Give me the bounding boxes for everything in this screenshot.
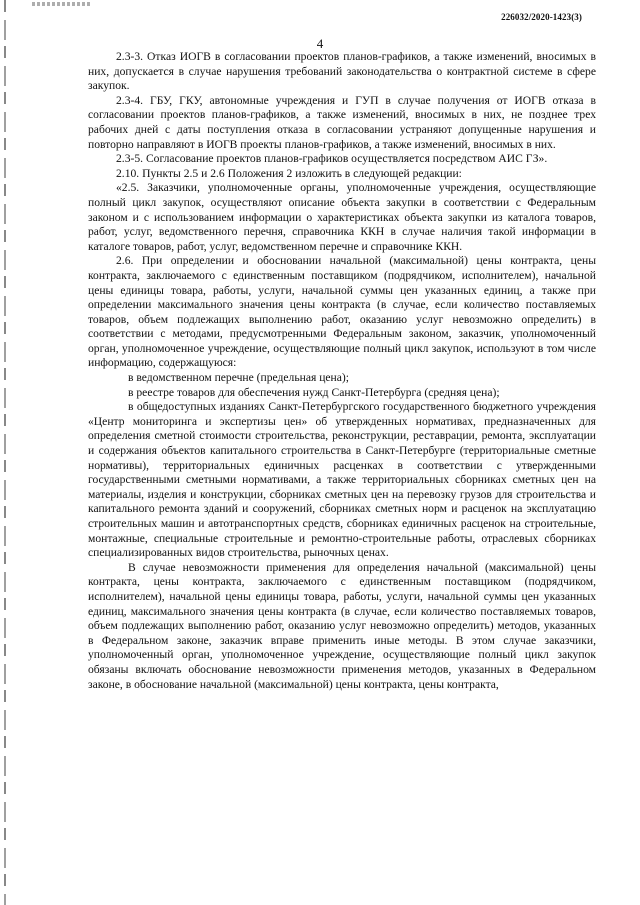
list-item-ministry-list: в ведомственном перечне (предельная цена); — [128, 371, 349, 385]
scan-artifact-left-edge — [4, 0, 6, 905]
document-number: 226032/2020-1423(3) — [501, 12, 582, 22]
list-item-public-publications: в общедоступных изданиях Санкт-Петербургского государственного бюджетного учреждения «Центр мониторинга и экспертизы цен» об утвержденных нормативах, предназначенных для определения сметной стоимости строительства, реконструкции, реставрации, ремонта, эксплуатации и содержания объектов капитального строительства в Санкт-Петербурге (территориальные сметные нормативы), территориальных единичных расценках в соответствии с утвержденными государственными сметными нормативами, а также территориальных сборниках сметных цен на материалы, изделия и конструкции, сборниках сметных цен на перевозку грузов для строительства и капитального ремонта зданий и сооружений, сборниках сметных норм и расценок на эксплуатацию строительных машин и автотранспортных средств, сборниках единичных расценок на строительные, монтажные, специальные строительные и ремонтно-строительные работы, отраслевых сборниках специализированных видов строительства, рыночных ценах. — [88, 400, 596, 560]
paragraph-2-6: 2.6. При определении и обосновании начальной (максимальной) цены контракта, цены контракта, заключаемого с единственным поставщиком (подрядчиком, исполнителем), начальной цены единицы товара, работы, услуги, начальной суммы цен указанных единиц, а также при определении максимального значения цены контракта (в случае, если количество поставляемых товаров, объем подлежащих выполнению работ, оказанию услуг невозможно определить) в соответствии с методами, предусмотренными Федеральным законом, заказчик, уполномоченный орган, уполномоченное учреждение, осуществляющие полный цикл закупок, используют в том числе информацию, содержащуюся: — [88, 254, 596, 370]
document-body — [88, 50, 596, 692]
list-item-goods-registry: в реестре товаров для обеспечения нужд Санкт-Петербурга (средняя цена); — [128, 385, 500, 399]
paragraph-other-methods: В случае невозможности применения для определения начальной (максимальной) цены контракта, цены контракта, заключаемого с единственным поставщиком (подрядчиком, исполнителем), начальной цены единицы товара, работы, услуги, начальной суммы цен указанных единиц, максимального значения цены контракта (в случае, если количество поставляемых товаров, объем подлежащих выполнению работ, оказанию услуг невозможно определить) методов, указанных в Федеральном законе, заказчик вправе применить иные методы. В этом случае заказчики, уполномоченный орган, уполномоченное учреждение, осуществляющие полный цикл закупок обязаны включать обоснование невозможности применения методов, указанных в Федеральном законе, в обоснование начальной (максимальной) цены контракта, цены контракта, — [88, 560, 596, 691]
paragraph-2-3-3: 2.3-3. Отказ ИОГВ в согласовании проектов планов-графиков, а также изменений, вносимых в них, допускается в случае нарушения требований законодательства о контрактной системе в сфере закупок. — [88, 50, 596, 93]
paragraph-2-10: 2.10. Пункты 2.5 и 2.6 Положения 2 изложить в следующей редакции: — [116, 166, 462, 180]
scan-artifact-top — [32, 2, 92, 6]
paragraph-2-3-4: 2.3-4. ГБУ, ГКУ, автономные учреждения и ГУП в случае получения от ИОГВ отказа в согласовании проектов планов-графиков, а также изменений, вносимых в них, не позднее трех рабочих дней с даты поступления отказа в согласовании устраняют допущенные нарушения и повторно направляют в ИОГВ проекты планов-графиков, а также изменений, вносимых в них. — [88, 93, 596, 151]
paragraph-2-5: «2.5. Заказчики, уполномоченные органы, уполномоченные учреждения, осуществляющие полный цикл закупок, осуществляют описание объекта закупки в соответствии с Федеральным законом и с использованием информации о характеристиках объекта закупки из каталога товаров, работ, услуг, ведомственного перечня, справочника ККН в случае наличия такой информации в каталоге товаров, работ, услуг, ведомственном перечне и справочнике ККН. — [88, 181, 596, 253]
paragraph-2-3-5: 2.3-5. Согласование проектов планов-графиков осуществляется посредством АИС ГЗ». — [116, 152, 548, 166]
page-number: 4 — [316, 36, 324, 51]
